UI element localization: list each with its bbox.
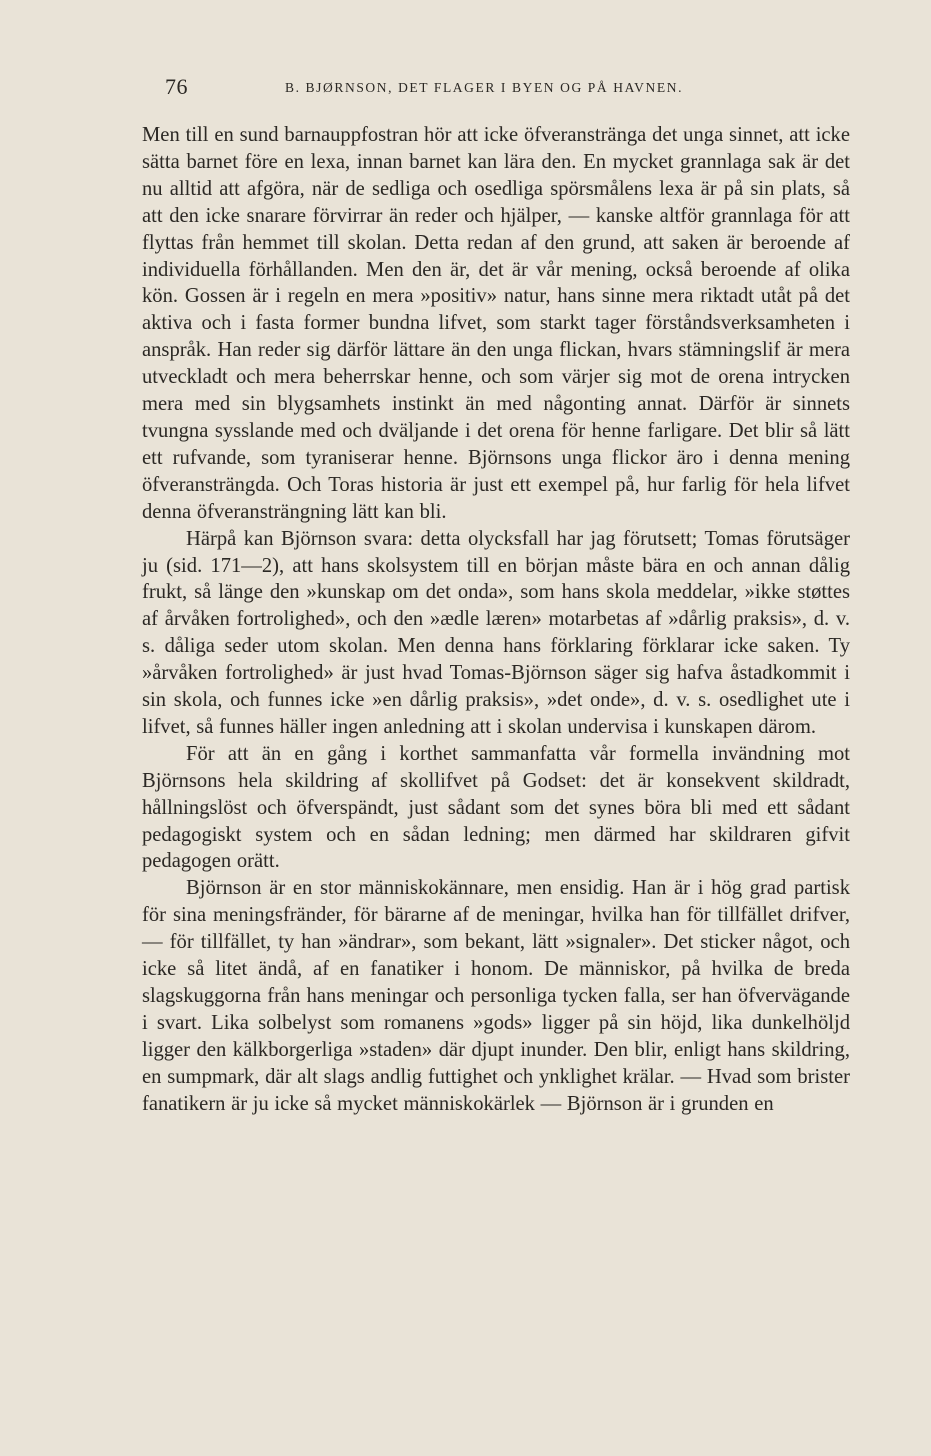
paragraph: Björnson är en stor människokännare, men ensidig. Han är i hög grad partisk för sina meningsfränder, för bärarne af de meningar, hvilka han för tillfället drifver, — för tillfället, ty han »ändrar», som bekant, lätt »signaler». Det sticker något, och icke så litet ändå, af en fanatiker i honom. De människor, på hvilka de breda slagskuggorna från hans meningar och personliga tycken falla, ser han öfvervägande i svart. Lika solbelyst som romanens »gods» ligger på sin höjd, lika dunkelhöljd ligger den kälkborgerliga »staden» där djupt inunder. Den blir, enligt hans skildring, en sumpmark, där alt slags andlig futtighet och ynklighet krälar. — Hvad som brister fanatikern är ju icke så mycket människokärlek — Björnson är i grunden en: [142, 877, 850, 1115]
page-number: 76: [165, 74, 188, 99]
body-text: [142, 122, 850, 1118]
page-header: [140, 74, 852, 104]
paragraph: Men till en sund barnauppfostran hör att icke öfveransträngа det unga sinnet, att icke sätta barnet före en lexa, innan barnet kan lära den. En mycket grannlaga sak är det nu alltid att afgöra, när de sedliga och osedliga spörsmålens lexa är på sin plats, så att den icke snarare förvirrar än reder och hjälper, — kanske altför grannlaga för att flyttas från hemmet till skolan. Detta redan af den grund, att saken är beroende af individuella förhållanden. Men den är, det är vår mening, också beroende af olika kön. Gossen är i regeln en mera »positiv» natur, hans sinne mera riktadt utåt på det aktiva och i fasta former bundna lifvet, som starkt tager förståndsverksamheten i anspråk. Han reder sig därför lättare än den unga flickan, hvars stämningslif är mera utveckladt och mera beherrskar henne, och som värjer sig mot de orena intrycken mera med sin blygsamhets instinkt än med någonting annat. Därför är sinnets tvungna sysslande med och dväljande i det orena för henne farligare. Det blir så lätt ett rufvande, som tyraniserar henne. Björnsons unga flickor äro i denna mening öfveransträngda. Och Toras historia är just ett exempel på, hur farlig för hela lifvet denna öfveransträngning lätt kan bli.: [142, 124, 850, 523]
running-head: B. BJØRNSON, DET FLAGER I BYEN OG PÅ HAVNEN.: [285, 80, 684, 95]
paragraph: För att än en gång i korthet sammanfatta vår formella invändning mot Björnsons hela skildring af skollifvet på Godset: det är konsekvent skildradt, hållningslöst och öfverspändt, just sådant som det synes böra bli med ett sådant pedagogiskt system och en sådan ledning; men därmed har skildraren gifvit pedagogen orätt.: [142, 742, 850, 873]
paragraph: Härpå kan Björnson svara: detta olycksfall har jag förutsett; Tomas förutsäger ju (sid. 171—2), att hans skolsystem till en början måste bära en och annan dålig frukt, så länge den »kunskap om det onda», som hans skola meddelar, »ikke støttes af årvåken fortrolighed», och den »ædle læren» motarbetas af »dårlig praksis», d. v. s. dåliga seder utom skolan. Men denna hans förklaring förklarar icke saken. Ty »årvåken fortrolighed» är just hvad Tomas-Björnson säger sig hafva åstadkommit i sin skola, och funnes icke »en dårlig praksis», »det onde», d. v. s. osedlighet ute i lifvet, så funnes häller ingen anledning att i skolan undervisa i kunskapen därom.: [142, 527, 850, 738]
